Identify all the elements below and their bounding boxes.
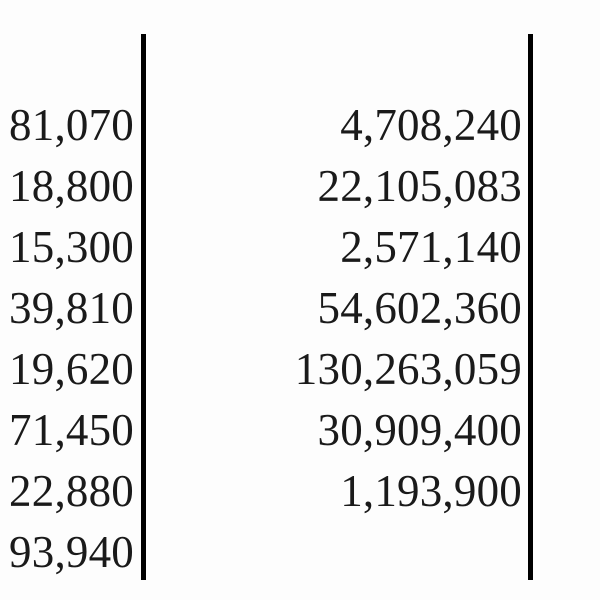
table-cell: 39,810 [9, 283, 134, 333]
table-cell: 54,602,360 [317, 283, 522, 333]
table-cell: 18,800 [9, 161, 134, 211]
table-cell: 81,070 [9, 100, 134, 150]
table-cell: 130,263,059 [294, 344, 522, 394]
table-cell: 4,708,240 [340, 100, 522, 150]
table-cell: 15,300 [9, 222, 134, 272]
table-cell: 71,450 [9, 405, 134, 455]
table-cell: 19,620 [9, 344, 134, 394]
table-column-left [9, 95, 134, 583]
table-cell: 30,909,400 [317, 405, 522, 455]
column-divider-left [141, 34, 146, 580]
table-cell: 93,940 [9, 527, 134, 577]
table-column-right [295, 95, 522, 522]
table-cell: 2,571,140 [340, 222, 522, 272]
table-cell: 22,880 [9, 466, 134, 516]
table-cell: 1,193,900 [340, 466, 522, 516]
column-divider-right [528, 34, 533, 580]
table-cell: 22,105,083 [317, 161, 522, 211]
